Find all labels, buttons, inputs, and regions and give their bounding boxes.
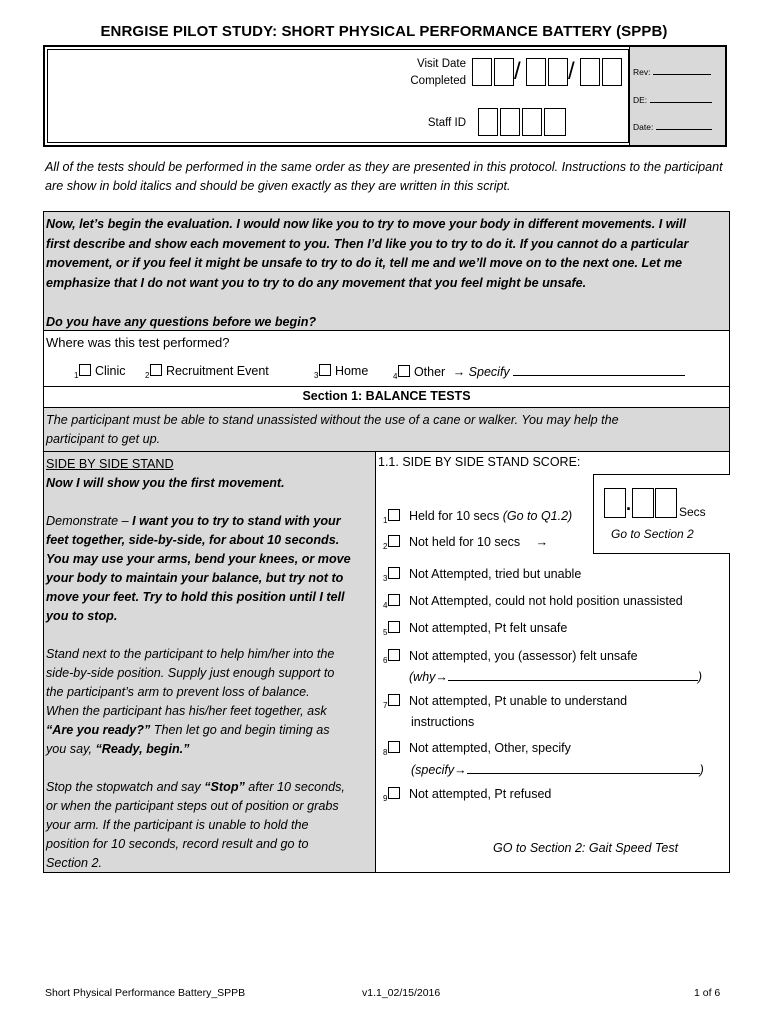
goto-gait-label: GO to Section 2: Gait Speed Test bbox=[493, 841, 679, 855]
ready-question: “Are you ready?” bbox=[46, 723, 151, 737]
de-label: DE: bbox=[633, 95, 648, 105]
location-option-recruitment[interactable] bbox=[145, 363, 269, 384]
arrow-icon: → bbox=[535, 535, 549, 549]
location-option-other[interactable] bbox=[393, 363, 685, 385]
option-label: Clinic bbox=[94, 364, 126, 378]
de-line bbox=[650, 94, 712, 103]
option-label: Recruitment Event bbox=[165, 364, 269, 378]
section1-title: Section 1: BALANCE TESTS bbox=[302, 389, 471, 403]
option-label: Not attempted, Pt unable to understand bbox=[408, 694, 628, 708]
instruction-line: feet together, side-by-side, for about 10 seconds. bbox=[46, 533, 340, 547]
instruction-line: the participant’s arm to prevent loss of balance. bbox=[46, 685, 310, 699]
instruction-line: or when the participant steps out of position or grabs bbox=[46, 799, 339, 813]
option-note: (Go to Q1.2) bbox=[502, 509, 573, 523]
option-number: 2 bbox=[145, 371, 150, 380]
instruction-line: your arm. If the participant is unable to hold the bbox=[46, 818, 309, 832]
admin-date-field[interactable] bbox=[633, 121, 712, 132]
option-label: Home bbox=[334, 364, 369, 378]
instruction-line: Section 2. bbox=[46, 856, 103, 870]
checkbox[interactable] bbox=[388, 594, 400, 606]
checkbox[interactable] bbox=[319, 364, 331, 376]
specify-field[interactable] bbox=[411, 761, 704, 778]
score-title: 1.1. SIDE BY SIDE STAND SCORE: bbox=[378, 455, 581, 469]
option-label: Not Attempted, tried but unable bbox=[408, 567, 582, 581]
instruction-line: after 10 seconds, bbox=[244, 780, 345, 794]
staff-id-digit-1[interactable] bbox=[478, 108, 498, 136]
option-label: Held for 10 secs bbox=[408, 509, 500, 523]
page-title: ENRGISE PILOT STUDY: SHORT PHYSICAL PERFORMANCE BATTERY (SPPB) bbox=[100, 23, 668, 40]
location-option-clinic[interactable] bbox=[74, 363, 126, 384]
staff-id-label: Staff ID bbox=[427, 117, 466, 129]
specify-label: (specify→ bbox=[411, 763, 467, 777]
divider bbox=[44, 386, 729, 387]
option-number: 6 bbox=[383, 656, 388, 665]
checkbox[interactable] bbox=[388, 621, 400, 633]
side-by-side-heading: SIDE BY SIDE STAND bbox=[46, 457, 174, 471]
checkbox[interactable] bbox=[388, 741, 400, 753]
instruction-line: I want you to try to stand with your bbox=[132, 514, 341, 528]
ready-begin: “Ready, begin.” bbox=[95, 742, 190, 756]
option-number: 7 bbox=[383, 701, 388, 710]
stop-word: “Stop” bbox=[204, 780, 245, 794]
visit-date-day-digit-1[interactable] bbox=[526, 58, 546, 86]
script-intro-question: Do you have any questions before we begin? bbox=[46, 314, 317, 329]
secs-label: Secs bbox=[679, 505, 706, 519]
visit-date-day-digit-2[interactable] bbox=[548, 58, 568, 86]
rev-label: Rev: bbox=[633, 67, 651, 77]
checkbox[interactable] bbox=[398, 365, 410, 377]
score-option-2[interactable] bbox=[383, 534, 548, 555]
instruction-line: Then let go and begin timing as bbox=[150, 723, 330, 737]
score-option-8[interactable] bbox=[383, 740, 571, 761]
option-label: Other bbox=[413, 365, 446, 379]
visit-date-label-line1: Visit Date bbox=[416, 58, 466, 70]
instruction-line: you to stop. bbox=[46, 609, 118, 623]
option-label: Not Attempted, could not hold position unassisted bbox=[408, 594, 683, 608]
staff-id-digit-4[interactable] bbox=[544, 108, 566, 136]
staff-id-digit-3[interactable] bbox=[522, 108, 542, 136]
footer-page-number: 1 of 6 bbox=[694, 987, 721, 999]
instruction-line: position for 10 seconds, record result and go to bbox=[46, 837, 309, 851]
footer-version: v1.1_02/15/2016 bbox=[362, 987, 441, 999]
admin-date-label: Date: bbox=[633, 122, 654, 132]
section1-note-line: The participant must be able to stand unassisted without the use of a cane or walker. You may help the bbox=[46, 413, 619, 427]
decimal-point: . bbox=[626, 494, 632, 514]
checkbox[interactable] bbox=[388, 787, 400, 799]
option-number: 2 bbox=[383, 542, 388, 551]
checkbox[interactable] bbox=[388, 649, 400, 661]
instruction-line: side-by-side position. Supply just enough support to bbox=[46, 666, 335, 680]
option-number: 3 bbox=[383, 574, 388, 583]
section1-note-line: participant to get up. bbox=[46, 432, 161, 446]
specify-line[interactable] bbox=[467, 761, 700, 774]
de-field[interactable] bbox=[633, 94, 712, 105]
secs-digit-2[interactable] bbox=[632, 488, 654, 518]
date-separator-2: / bbox=[568, 58, 575, 85]
close-paren: ) bbox=[697, 670, 703, 684]
checkbox[interactable] bbox=[388, 509, 400, 521]
specify-line[interactable] bbox=[513, 363, 685, 376]
visit-date-label-line2: Completed bbox=[410, 75, 466, 87]
script-intro-line: first describe and show each movement to you. Then I’d like you to try to do it. If you cannot do a particular bbox=[46, 236, 689, 251]
option-label: Not attempted, you (assessor) felt unsafe bbox=[408, 649, 638, 663]
divider bbox=[44, 330, 729, 331]
secs-digit-3[interactable] bbox=[655, 488, 677, 518]
rev-line bbox=[653, 66, 711, 75]
footer-doc-name: Short Physical Performance Battery_SPPB bbox=[45, 987, 246, 999]
instruction-line: you say, bbox=[46, 742, 96, 756]
score-option-5[interactable] bbox=[383, 620, 567, 641]
secs-digit-1[interactable] bbox=[604, 488, 626, 518]
date-separator-1: / bbox=[514, 58, 521, 85]
option-number: 4 bbox=[393, 372, 398, 381]
rev-field[interactable] bbox=[633, 66, 711, 77]
option-label: Not attempted, Pt felt unsafe bbox=[408, 621, 568, 635]
script-intro-text bbox=[46, 215, 731, 332]
score-option-3[interactable] bbox=[383, 566, 581, 587]
section1-note bbox=[46, 411, 619, 449]
checkbox[interactable] bbox=[388, 567, 400, 579]
score-option-1[interactable] bbox=[383, 508, 572, 529]
score-option-9[interactable] bbox=[383, 786, 551, 807]
instruction-line: Stop the stopwatch and say bbox=[46, 780, 205, 794]
score-option-7[interactable] bbox=[383, 693, 627, 714]
side-by-side-instructions bbox=[46, 455, 376, 873]
visit-date-year-digit-1[interactable] bbox=[580, 58, 600, 86]
why-line[interactable] bbox=[448, 668, 698, 681]
arrow-icon: → bbox=[452, 365, 466, 379]
instruction-line: Now I will show you the first movement. bbox=[46, 476, 285, 490]
location-question: Where was this test performed? bbox=[46, 335, 230, 350]
instruction-line: your body to maintain your balance, but try not to bbox=[46, 571, 344, 585]
option-number: 9 bbox=[383, 794, 388, 803]
specify-label: Specify bbox=[468, 365, 510, 379]
intro-paragraph: All of the tests should be performed in the same order as they are presented in this protocol. Instructions to the participant are show in bold italics and should be given exactly as they are written in this script. bbox=[45, 160, 723, 193]
visit-date-year-digit-2[interactable] bbox=[602, 58, 622, 86]
admin-date-line bbox=[656, 121, 712, 130]
option-label: Not held for 10 secs bbox=[408, 535, 521, 549]
option-number: 1 bbox=[383, 516, 388, 525]
score-option-4[interactable] bbox=[383, 593, 683, 614]
option-label: Not attempted, Pt refused bbox=[408, 787, 552, 801]
goto-section2-label: Go to Section 2 bbox=[611, 527, 694, 541]
instruction-line: When the participant has his/her feet together, ask bbox=[46, 704, 327, 718]
demonstrate-label: Demonstrate – bbox=[46, 514, 133, 528]
script-intro-line: Now, let’s begin the evaluation. I would now like you to try to move your body in different movements. I will bbox=[46, 217, 687, 231]
close-paren: ) bbox=[699, 763, 704, 777]
option-number: 5 bbox=[383, 628, 388, 637]
instruction-line: move your feet. Try to hold this position until I tell bbox=[46, 590, 345, 604]
visit-date-month-digit-2[interactable] bbox=[494, 58, 514, 86]
checkbox[interactable] bbox=[388, 694, 400, 706]
checkbox[interactable] bbox=[79, 364, 91, 376]
instruction-line: You may use your arms, bend your knees, or move bbox=[46, 552, 351, 566]
why-label: (why→ bbox=[409, 670, 448, 684]
visit-date-month-digit-1[interactable] bbox=[472, 58, 492, 86]
checkbox[interactable] bbox=[388, 535, 400, 547]
option-number: 8 bbox=[383, 748, 388, 757]
staff-id-digit-2[interactable] bbox=[500, 108, 520, 136]
script-intro-line: emphasize that I do not want you to try to do any movement that you feel might be unsafe. bbox=[46, 275, 587, 290]
checkbox[interactable] bbox=[150, 364, 162, 376]
script-intro-line: movement, or if you feel it might be unsafe to try to do it, tell me and we’ll move on to the next one. Let me bbox=[46, 256, 683, 270]
score-option-7-cont: instructions bbox=[411, 715, 475, 729]
option-number: 1 bbox=[74, 371, 79, 380]
option-label: Not attempted, Other, specify bbox=[408, 741, 571, 755]
option-number: 3 bbox=[314, 371, 319, 380]
option-number: 4 bbox=[383, 601, 388, 610]
location-option-home[interactable] bbox=[314, 363, 368, 384]
instruction-line: Stand next to the participant to help him/her into the bbox=[46, 647, 335, 661]
score-option-6[interactable] bbox=[383, 648, 638, 669]
why-field[interactable] bbox=[409, 668, 702, 685]
visit-date-label bbox=[390, 56, 466, 90]
